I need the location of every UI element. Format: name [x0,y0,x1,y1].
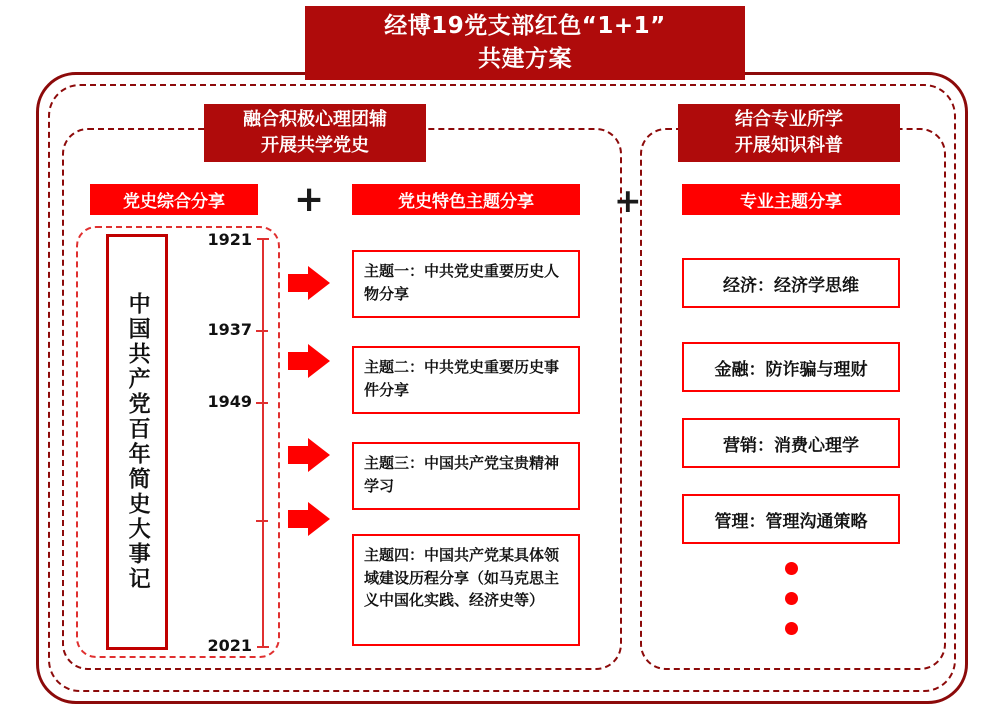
timeline-axis-cap-top [257,238,269,240]
timeline-year-1: 1937 [207,320,252,339]
chip-professional: 专业主题分享 [682,184,900,215]
arrow-icon-2 [288,344,330,378]
timeline-tick-1937 [256,330,268,332]
timeline-year-2: 1949 [207,392,252,411]
timeline-axis-cap-bottom [257,646,269,648]
ellipsis-dot-1 [785,562,798,575]
timeline-tick-extra [256,520,268,522]
panel-right-header [678,104,900,162]
subject-box-4: 管理：管理沟通策略 [682,494,900,544]
theme-box-1: 主题一：中共党史重要历史人物分享 [352,250,580,318]
arrow-icon-3 [288,438,330,472]
panel-left-header [204,104,426,162]
plus-operator-1: + [294,179,325,220]
arrow-icon-4 [288,502,330,536]
timeline-tick-1949 [256,402,268,404]
chip-overview: 党史综合分享 [90,184,258,215]
plus-operator-2: + [614,181,642,220]
theme-box-3: 主题三：中国共产党宝贵精神学习 [352,442,580,510]
timeline-title-box [106,234,168,650]
timeline-vertical-title: 中国共产党百年简史大事记 [125,292,151,592]
ellipsis-dot-2 [785,592,798,605]
subject-box-3: 营销：消费心理学 [682,418,900,468]
panel-left-header-line1: 融合积极心理团辅 [243,108,387,130]
timeline-year-3: 2021 [207,636,252,655]
diagram-title [305,6,745,80]
timeline-axis [262,238,264,648]
panel-right-header-line1: 结合专业所学 [735,108,843,130]
diagram-title-line1: 经博19党支部红色“1+1” [384,12,666,39]
panel-left-header-line2: 开展共学党史 [261,135,369,156]
subject-box-2: 金融：防诈骗与理财 [682,342,900,392]
theme-box-2: 主题二：中共党史重要历史事件分享 [352,346,580,414]
subject-box-1: 经济：经济学思维 [682,258,900,308]
chip-themed: 党史特色主题分享 [352,184,580,215]
theme-box-4: 主题四：中国共产党某具体领域建设历程分享（如马克思主义中国化实践、经济史等） [352,534,580,646]
diagram-title-line2: 共建方案 [478,46,572,72]
panel-right-header-line2: 开展知识科普 [735,135,843,156]
timeline-year-0: 1921 [207,230,252,249]
ellipsis-dot-3 [785,622,798,635]
arrow-icon-1 [288,266,330,300]
